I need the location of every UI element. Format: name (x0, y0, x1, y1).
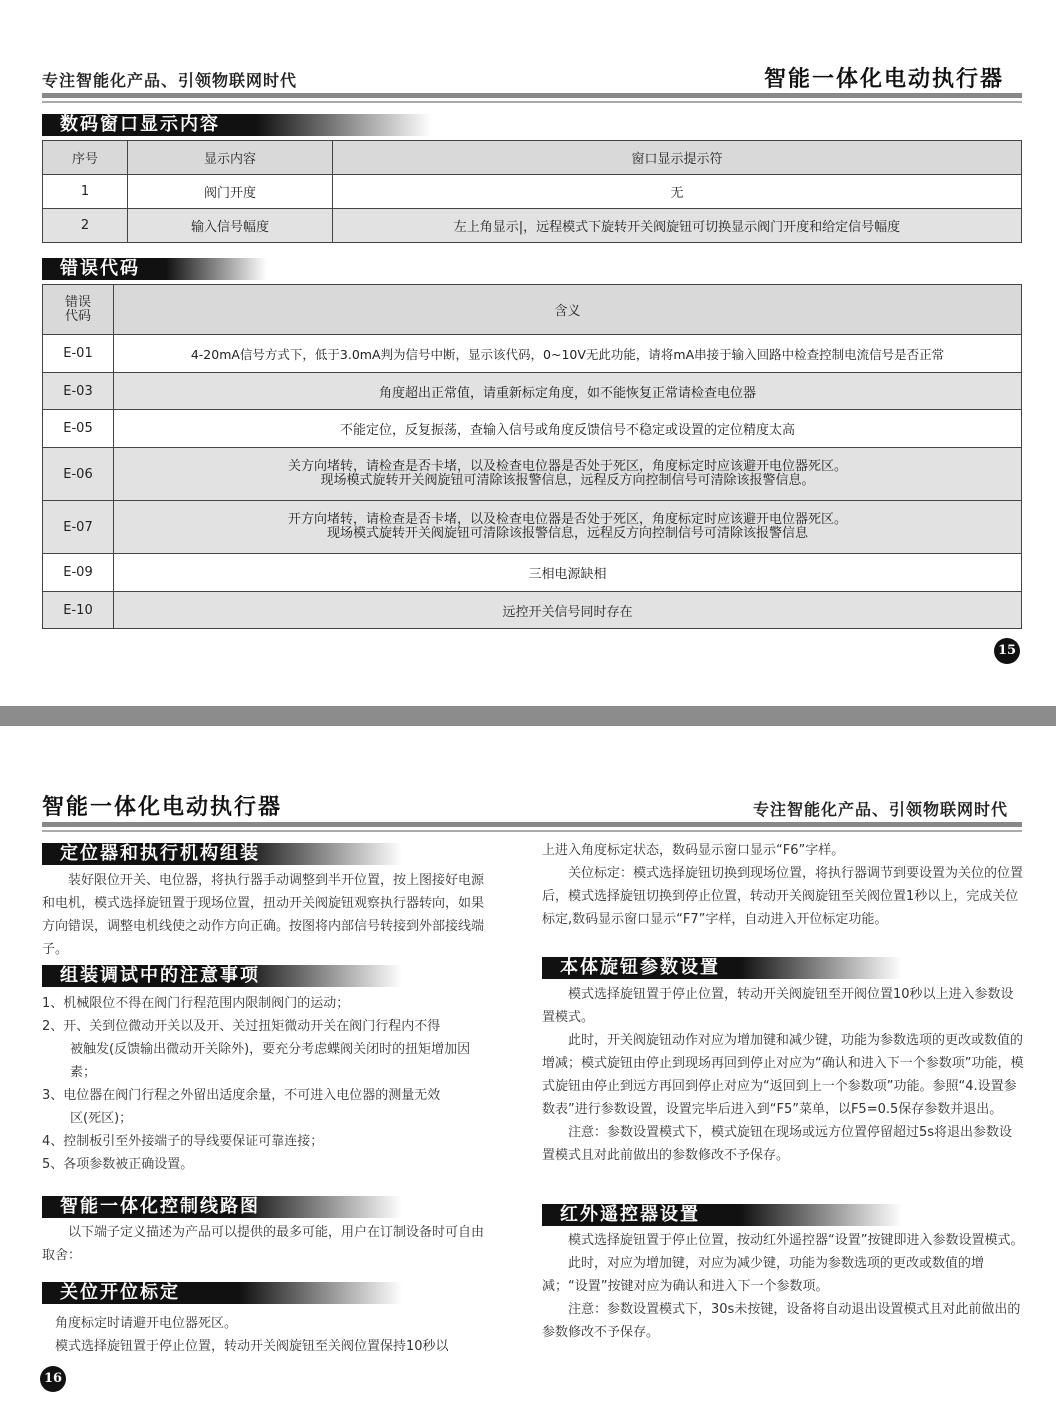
calibration-continuation (542, 839, 1024, 931)
col-meaning-header: 含义 (114, 285, 1022, 335)
calibration-line1: 角度标定时请避开电位器死区。 (55, 1316, 238, 1331)
page16-header-rule-thin (42, 830, 1022, 832)
note-line: 1、机械限位不得在阀门行程范围内限制阀门的运动； (42, 996, 350, 1011)
notes-list (42, 992, 494, 1176)
error-section-title: 错误代码 (42, 258, 267, 280)
list-item (42, 992, 494, 1015)
calibration-cont-line: 上进入角度标定状态，数码显示窗口显示“F6”字样。 (542, 843, 845, 858)
row-indicator: 无 (333, 175, 1022, 209)
error-code: E-07 (43, 501, 114, 554)
col-content-header: 显示内容 (128, 141, 333, 175)
row-content: 阀门开度 (128, 175, 333, 209)
infrared-section-title: 红外遥控器设置 (542, 1204, 902, 1226)
page16-header-rule (42, 822, 1022, 827)
table-row (43, 554, 1022, 592)
assembly-paragraph (42, 869, 494, 961)
error-meaning: 远控开关信号同时存在 (114, 592, 1022, 629)
close-calibration-text: 关位标定：模式选择旋钮切换到现场位置，将执行器调节到要设置为关位的位置后，模式选择旋钮切换到停止位置，转动开关阀旋钮至关阀位置1秒以上，完成关位标定,数码显示窗口显示“F7”字样，自动进入开位标定功能。 (542, 866, 1024, 927)
error-meaning: 三相电源缺相 (114, 554, 1022, 592)
error-meaning (114, 501, 1022, 554)
note-line: 4、控制板引至外接端子的导线要保证可靠连接； (42, 1134, 324, 1149)
error-meaning-line1: 开方向堵转，请检查是否卡堵，以及检查电位器是否处于死区，角度标定时应该避开电位器死区。 (287, 512, 847, 527)
calibration-section-title: 关位开位标定 (42, 1282, 402, 1304)
list-item (42, 1153, 494, 1176)
table-row (43, 175, 1022, 209)
knob-paragraphs (542, 983, 1024, 1167)
page15-slogan: 专注智能化产品、引领物联网时代 (42, 71, 298, 90)
error-code: E-10 (43, 592, 114, 629)
knob-section-title: 本体旋钮参数设置 (542, 957, 902, 979)
table-row (43, 501, 1022, 554)
list-item (42, 1084, 494, 1130)
page16-number-badge: 16 (40, 1366, 66, 1392)
table-row (43, 335, 1022, 373)
infrared-paragraphs (542, 1229, 1024, 1344)
error-meaning-line2: 现场模式旋转开关阀旋钮可清除该报警信息，远程反方向控制信号可清除该报警信息。 (320, 473, 815, 488)
page16-product-title: 智能一体化电动执行器 (42, 795, 283, 820)
error-meaning: 不能定位，反复振荡，查输入信号或角度反馈信号不稳定或设置的定位精度太高 (114, 410, 1022, 448)
error-code: E-05 (43, 410, 114, 448)
col-code-header-line2: 代码 (64, 308, 91, 324)
list-item (42, 1015, 494, 1084)
knob-text-2: 此时，开关阀旋钮动作对应为增加键和减少键，功能为参数选项的更改或数值的增减；模式旋钮由停止到现场再回到停止对应为“确认和进入下一个参数项”功能，模式旋钮由停止到远方再回到停止对应为“返回到上一个参数项”功能。参照“4.设置参数表”进行参数设置，设置完毕后进入到“F5”菜单，以F5=0.5保存参数并退出。 (542, 1033, 1024, 1117)
page15-header-rule (42, 93, 1022, 98)
col-indicator-header: 窗口显示提示符 (333, 141, 1022, 175)
error-meaning: 角度超出正常值，请重新标定角度，如不能恢复正常请检查电位器 (114, 373, 1022, 410)
note-continuation: 被触发(反馈输出微动开关除外)，要充分考虑蝶阀关闭时的扭矩增加因素； (70, 1042, 471, 1080)
table-row (43, 448, 1022, 501)
error-code: E-03 (43, 373, 114, 410)
circuit-paragraph (42, 1221, 494, 1267)
circuit-section-title: 智能一体化控制线路图 (42, 1196, 402, 1218)
row-content: 输入信号幅度 (128, 209, 333, 243)
error-meaning (114, 448, 1022, 501)
note-continuation: 区(死区)； (70, 1111, 133, 1126)
col-index-header: 序号 (43, 141, 128, 175)
calibration-line2: 模式选择旋钮置于停止位置，转动开关阀旋钮至关阀位置保持10秒以 (55, 1339, 449, 1354)
error-meaning-line2: 现场模式旋转开关阀旋钮可清除该报警信息，远程反方向控制信号可清除该报警信息 (326, 526, 808, 541)
note-line: 5、各项参数被正确设置。 (42, 1157, 194, 1172)
col-code-header (43, 285, 114, 335)
row-indicator: 左上角显示|，远程模式下旋转开关阀旋钮可切换显示阀门开度和给定信号幅度 (333, 209, 1022, 243)
knob-text-1: 模式选择旋钮置于停止位置，转动开关阀旋钮至开阀位置10秒以上进入参数设置模式。 (542, 987, 1014, 1025)
circuit-text: 以下端子定义描述为产品可以提供的最多可能，用户在订制设备时可自由取舍： (42, 1225, 485, 1263)
row-index: 1 (43, 175, 128, 209)
infrared-text-3: 注意：参数设置模式下，30s未按键，设备将自动退出设置模式且对此前做出的参数修改不予保存。 (542, 1302, 1021, 1340)
error-meaning: 4-20mA信号方式下，低于3.0mA判为信号中断，显示该代码，0~10V无此功能，请将mA串接于输入回路中检查控制电流信号是否正常 (114, 335, 1022, 373)
calibration-paragraph (42, 1312, 512, 1358)
error-meaning-line1: 关方向堵转，请检查是否卡堵，以及检查电位器是否处于死区，角度标定时应该避开电位器死区。 (287, 459, 847, 474)
table-row (43, 592, 1022, 629)
knob-text-3: 注意：参数设置模式下，模式旋钮在现场或远方位置停留超过5s将退出参数设置模式且对此前做出的参数修改不予保存。 (542, 1125, 1013, 1163)
error-code-table (42, 284, 1022, 629)
note-line: 2、开、关到位微动开关以及开、关过扭矩微动开关在阀门行程内不得 (42, 1019, 441, 1034)
table-row (43, 209, 1022, 243)
assembly-section-title: 定位器和执行机构组装 (42, 843, 402, 865)
infrared-text-1: 模式选择旋钮置于停止位置，按动红外遥控器“设置”按键即进入参数设置模式。 (568, 1233, 1024, 1248)
table-row (43, 410, 1022, 448)
page-divider (0, 706, 1056, 726)
list-item (42, 1130, 494, 1153)
table-row (43, 373, 1022, 410)
assembly-text: 装好限位开关、电位器，将执行器手动调整到半开位置，按上图接好电源和电机，模式选择旋钮置于现场位置，扭动开关阀旋钮观察执行器转向，如果方向错误，调整电机线使之动作方向正确。按图将内部信号转接到外部接线端子。 (42, 873, 485, 957)
notes-section-title: 组装调试中的注意事项 (42, 965, 402, 987)
page15-product-title: 智能一体化电动执行器 (764, 67, 1005, 92)
note-line: 3、电位器在阀门行程之外留出适度余量，不可进入电位器的测量无效 (42, 1088, 441, 1103)
page15-header-rule-thin (42, 101, 1022, 103)
page16-slogan: 专注智能化产品、引领物联网时代 (753, 800, 1009, 819)
col-code-header-line1: 错误 (64, 294, 91, 310)
error-code: E-06 (43, 448, 114, 501)
infrared-text-2: 此时，对应为增加键，对应为减少键，功能为参数选项的更改或数值的增减；“设置”按键对应为确认和进入下一个参数项。 (542, 1256, 985, 1294)
error-code: E-09 (43, 554, 114, 592)
page15-number-badge: 15 (994, 638, 1020, 664)
error-code: E-01 (43, 335, 114, 373)
row-index: 2 (43, 209, 128, 243)
display-table (42, 140, 1022, 243)
display-section-title: 数码窗口显示内容 (42, 114, 432, 136)
